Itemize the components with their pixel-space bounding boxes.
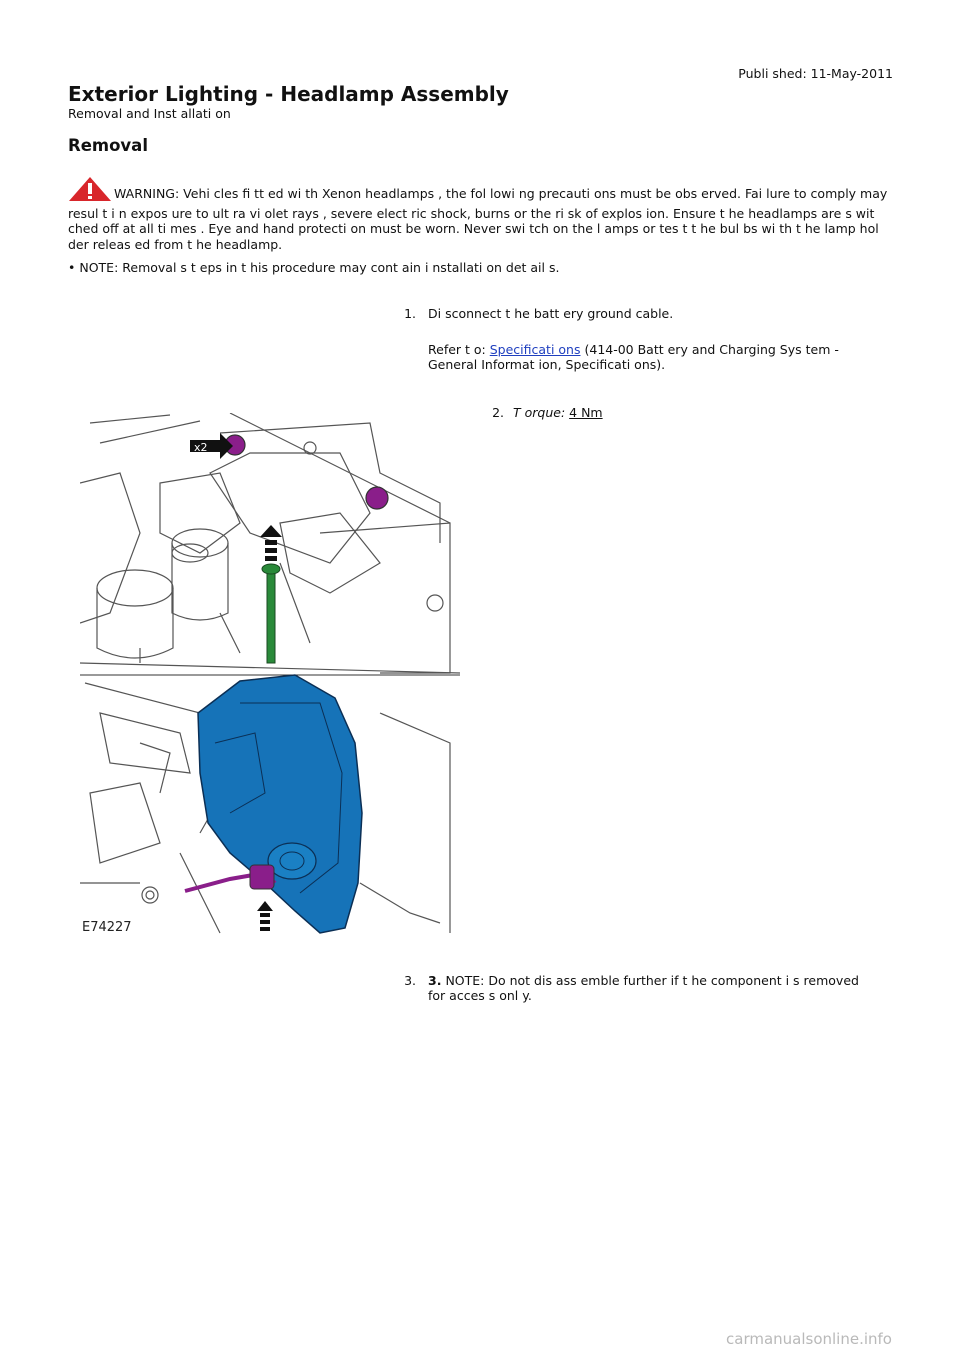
step-note: [428, 973, 878, 1003]
torque-label: T orque:: [513, 405, 566, 420]
torque-value: 4 Nm: [569, 405, 603, 420]
section-heading: Removal: [68, 136, 148, 155]
warning-triangle-icon: [68, 176, 112, 206]
step-note-text: NOTE: Do not dis ass emble further if t he component i s removed for acces s onl y.: [428, 973, 859, 1003]
figure-id: E74227: [82, 920, 132, 935]
step-number: 1.: [404, 306, 416, 321]
refer-suffix: (414-00 Batt ery and Charging Sys tem - General Informat ion, Specificati ons).: [428, 342, 839, 372]
step-bold-number: 3.: [428, 973, 442, 988]
step-reference: [428, 342, 868, 372]
callout-label: x2: [194, 441, 208, 454]
specifications-link[interactable]: Specificati ons: [489, 342, 581, 357]
warning-text: WARNING: Vehi cles fi tt ed wi th Xenon headlamps , the fol lowi ng precauti ons must be obs erved. Fai lure to comply may resul t i n expos ure to ult ra vi olet rays , severe elect ric shock, burns or the ri sk of explos ion. Ensure t he headlamps are s wit ched off at all ti mes . Eye and hand protecti on must be worn. Never swi tch on the l amps or tes t t he bul bs wi th t he lamp hol der releas ed from t he headlamp.: [68, 186, 888, 252]
step-number: 2.: [492, 405, 504, 420]
step-number: 3.: [404, 973, 416, 988]
headlamp-removal-figure: [80, 413, 460, 937]
torque-spec: [513, 405, 603, 420]
refer-prefix: Refer t o:: [428, 342, 486, 357]
warning-block: [68, 176, 898, 252]
page-title: Exterior Lighting - Headlamp Assembly: [68, 82, 509, 106]
watermark: carmanualsonline.info: [726, 1330, 892, 1348]
removal-note: • NOTE: Removal s t eps in t his procedure may cont ain i nstallati on det ail s.: [68, 260, 560, 275]
page-subtitle: Removal and Inst allati on: [68, 106, 231, 121]
published-date: Publi shed: 11-May-2011: [738, 66, 893, 81]
step-text: Di sconnect t he batt ery ground cable.: [428, 306, 674, 321]
